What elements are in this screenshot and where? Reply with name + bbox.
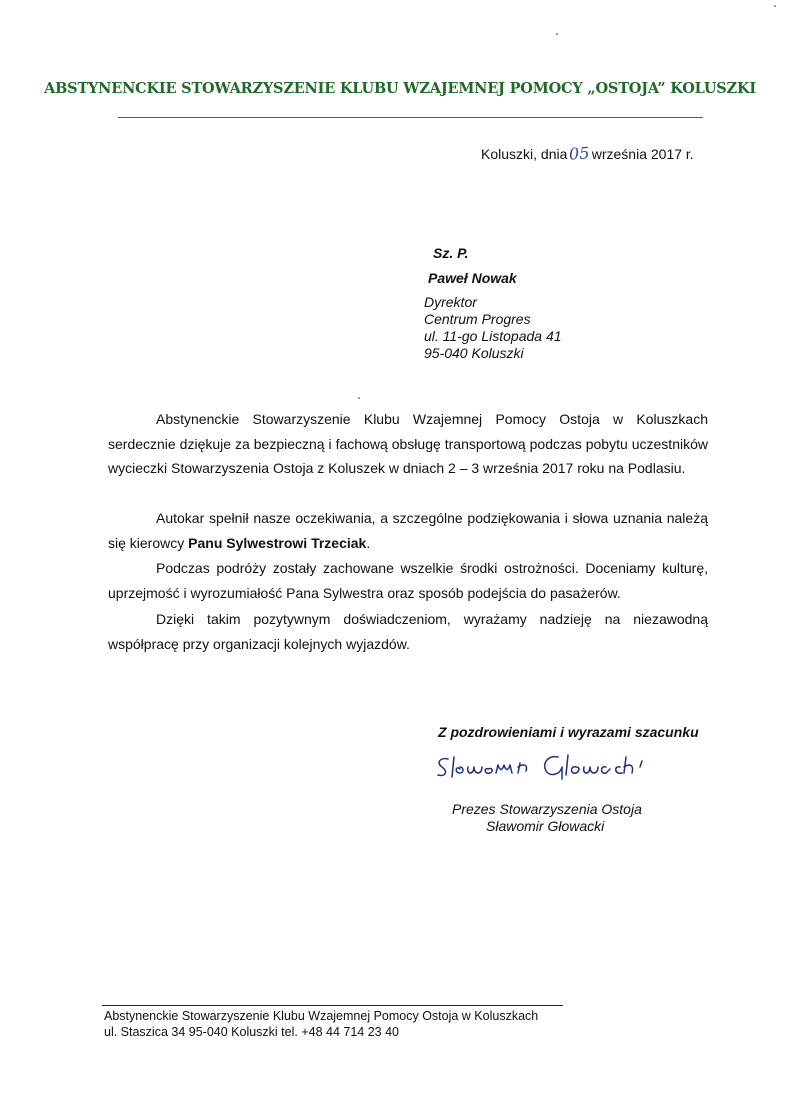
signer-role: Prezes Stowarzyszenia Ostoja xyxy=(452,801,642,817)
closing-phrase: Z pozdrowieniami i wyrazami szacunku xyxy=(438,724,699,740)
driver-name: Panu Sylwestrowi Trzeciak xyxy=(188,534,367,551)
footer-divider xyxy=(102,1005,563,1006)
body-paragraph-1: Abstynenckie Stowarzyszenie Klubu Wzajemnej Pomocy Ostoja w Koluszkach serdecznie dziękuje za bezpieczną i fachową obsługę transportową podczas pobytu uczestników wycieczki Stowarzyszenia Ostoja z Koluszek w dniach 2 – 3 września 2017 roku na Podlasiu. xyxy=(108,411,708,476)
letterhead-title: ABSTYNENCKIE STOWARZYSZENIE KLUBU WZAJEMNEJ POMOCY „OSTOJA” KOLUSZKI xyxy=(44,80,756,97)
letterhead-divider xyxy=(118,117,703,118)
scan-speck xyxy=(556,33,558,35)
signature-drawing xyxy=(430,745,700,785)
p2-text: Autokar spełnił nasze oczekiwania, a szczególne podziękowania i słowa uznania należą się kierowcy xyxy=(108,510,708,551)
dateline-suffix: września 2017 r. xyxy=(591,146,694,162)
body-paragraph-4: Dzięki takim pozytywnym doświadczeniom, wyrażamy nadzieję na niezawodną współpracę przy organizacji kolejnych wyjazdów. xyxy=(108,611,708,652)
recipient-name: Paweł Nowak xyxy=(428,270,517,286)
body-paragraph-3: Podczas podróży zostały zachowane wszelkie środki ostrożności. Doceniamy kulturę, uprzejmość i wyrozumiałość Pana Sylwestra oraz sposób podejścia do pasażerów. xyxy=(108,560,708,601)
footer-organization: Abstynenckie Stowarzyszenie Klubu Wzajemnej Pomocy Ostoja w Koluszkach xyxy=(104,1009,539,1023)
footer-address: ul. Staszica 34 95-040 Koluszki tel. +48 44 714 23 40 xyxy=(104,1025,399,1039)
handwritten-day: 05 xyxy=(568,143,591,164)
signer-name: Sławomir Głowacki xyxy=(486,818,605,834)
handwritten-signature xyxy=(430,745,700,785)
p2-end: . xyxy=(366,534,371,551)
scan-speck xyxy=(358,397,360,399)
dateline-prefix: Koluszki, dnia xyxy=(481,146,568,162)
scan-speck xyxy=(774,5,776,7)
recipient-city: 95-040 Koluszki xyxy=(424,345,524,361)
recipient-street: ul. 11-go Listopada 41 xyxy=(424,328,562,344)
dateline xyxy=(481,144,694,163)
recipient-title: Dyrektor xyxy=(424,294,477,310)
recipient-company: Centrum Progres xyxy=(424,311,531,327)
body-paragraph-2 xyxy=(108,506,708,555)
recipient-salutation: Sz. P. xyxy=(433,245,469,261)
